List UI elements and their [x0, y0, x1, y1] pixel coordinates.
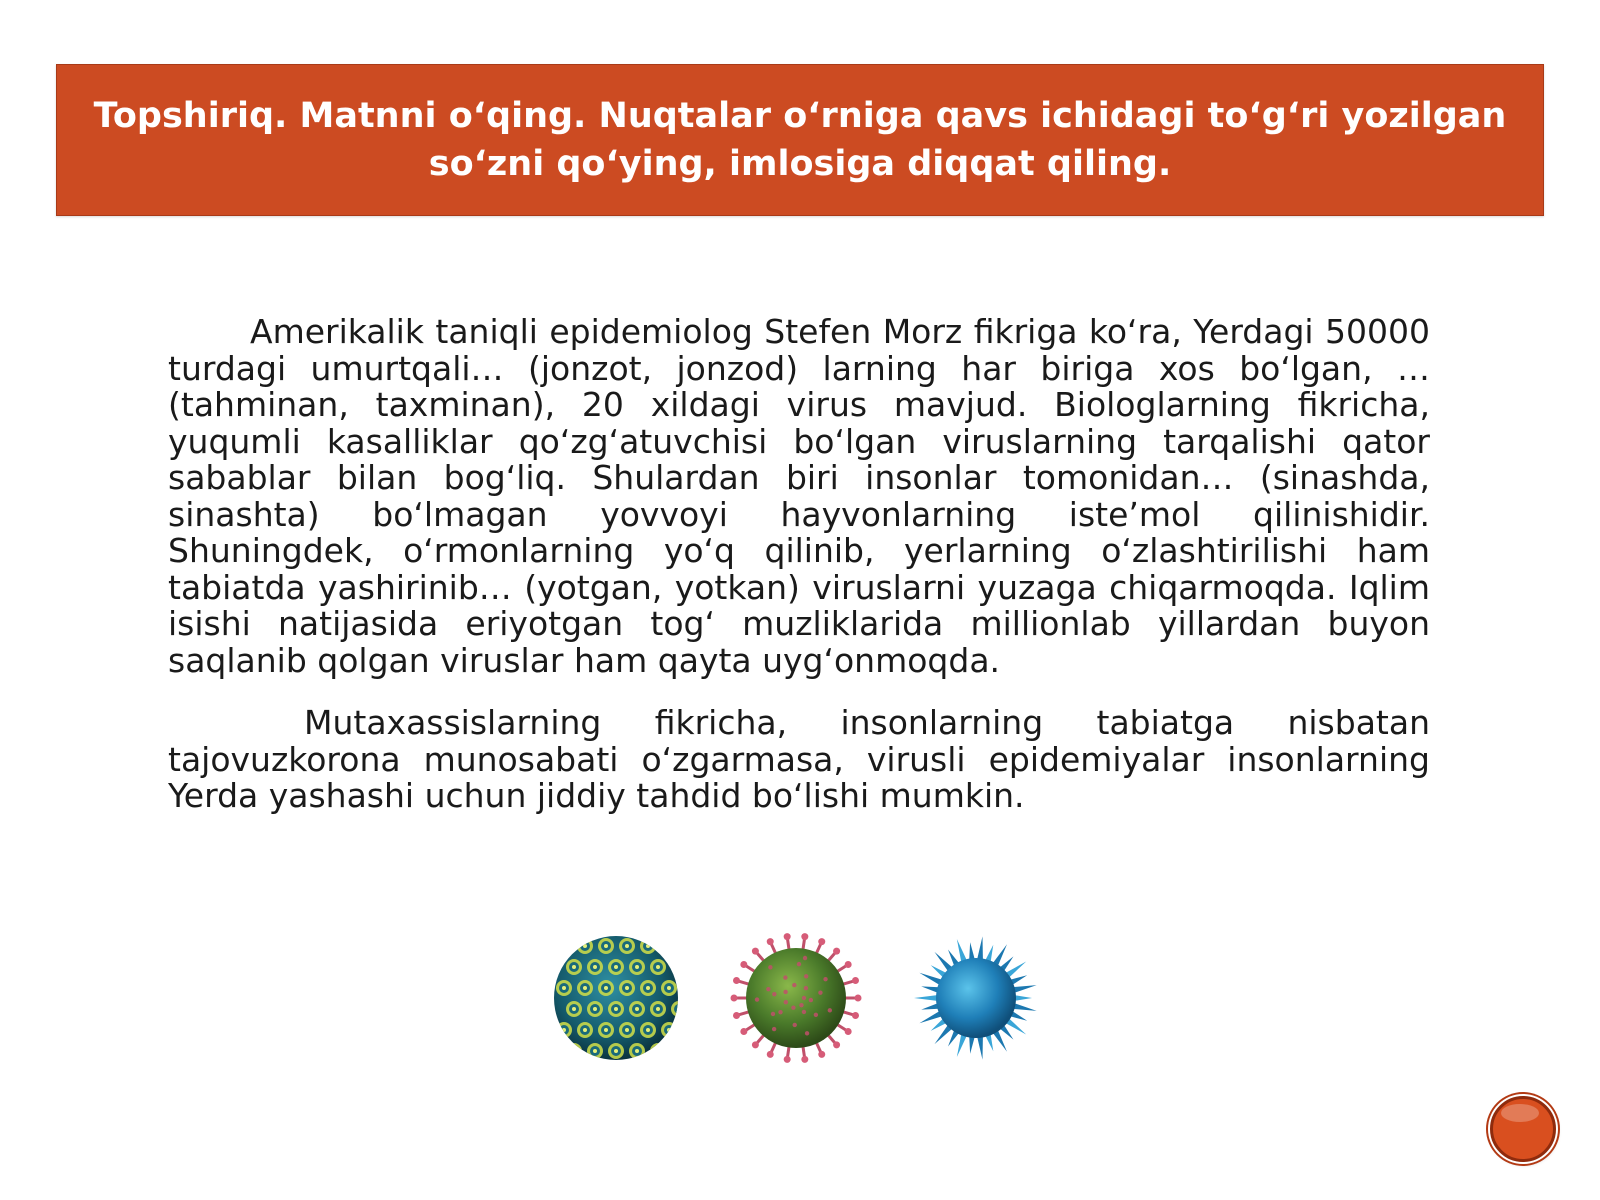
banner-title-line1: Topshiriq. Matnni o‘qing. Nuqtalar o‘rniga qavs ichidagi to‘g‘ri yozilgan	[93, 96, 1507, 136]
next-slide-button[interactable]	[1490, 1096, 1556, 1162]
banner-title	[64, 92, 1537, 188]
paragraph-1: Amerikalik taniqli epidemiolog Stefen Morz fikriga ko‘ra, Yerdagi 50000 turdagi umurtqali… (jonzot, jonzod) larning har biriga xos bo‘lgan, … (tahminan, taxminan), 20 xildagi virus mavjud. Biologlarning fikricha, yuqumli kasalliklar qo‘zg‘atuvchisi bo‘lgan viruslarning tarqalishi qator sabablar bilan bog‘liq. Shulardan biri insonlar tomonidan… (sinashda, sinashta) bo‘lmagan yovvoyi hayvonlarning iste’mol qilinishidir. Shuningdek, o‘rmonlarning yo‘q qilinib, yerlarning o‘zlashtirilishi ham tabiatda yashirinib… (yotgan, yotkan) viruslarni yuzaga chiqarmoqda. Iqlim isishi natijasida eriyotgan tog‘ muzliklarida millionlab yillardan buyon saqlanib qolgan viruslar ham qayta uyg‘onmoqda.	[168, 312, 1430, 680]
virus-blue-green-icon	[550, 932, 682, 1064]
paragraph-2: Mutaxassislarning fikricha, insonlarning tabiatga nisbatan tajovuzkorona munosabati o‘zgarmasa, virusli epidemiyalar insonlarning Yerda yashashi uchun jiddiy tahdid bo‘lishi mumkin.	[168, 703, 1430, 815]
virus-green-red-spikes-icon	[730, 932, 862, 1064]
banner-title-line2: so‘zni qo‘ying, imlosiga diqqat qiling.	[428, 144, 1172, 184]
virus-images	[550, 932, 1030, 1072]
body-text	[168, 314, 1430, 815]
title-banner	[56, 64, 1544, 216]
virus-blue-spiky-icon	[910, 932, 1042, 1064]
